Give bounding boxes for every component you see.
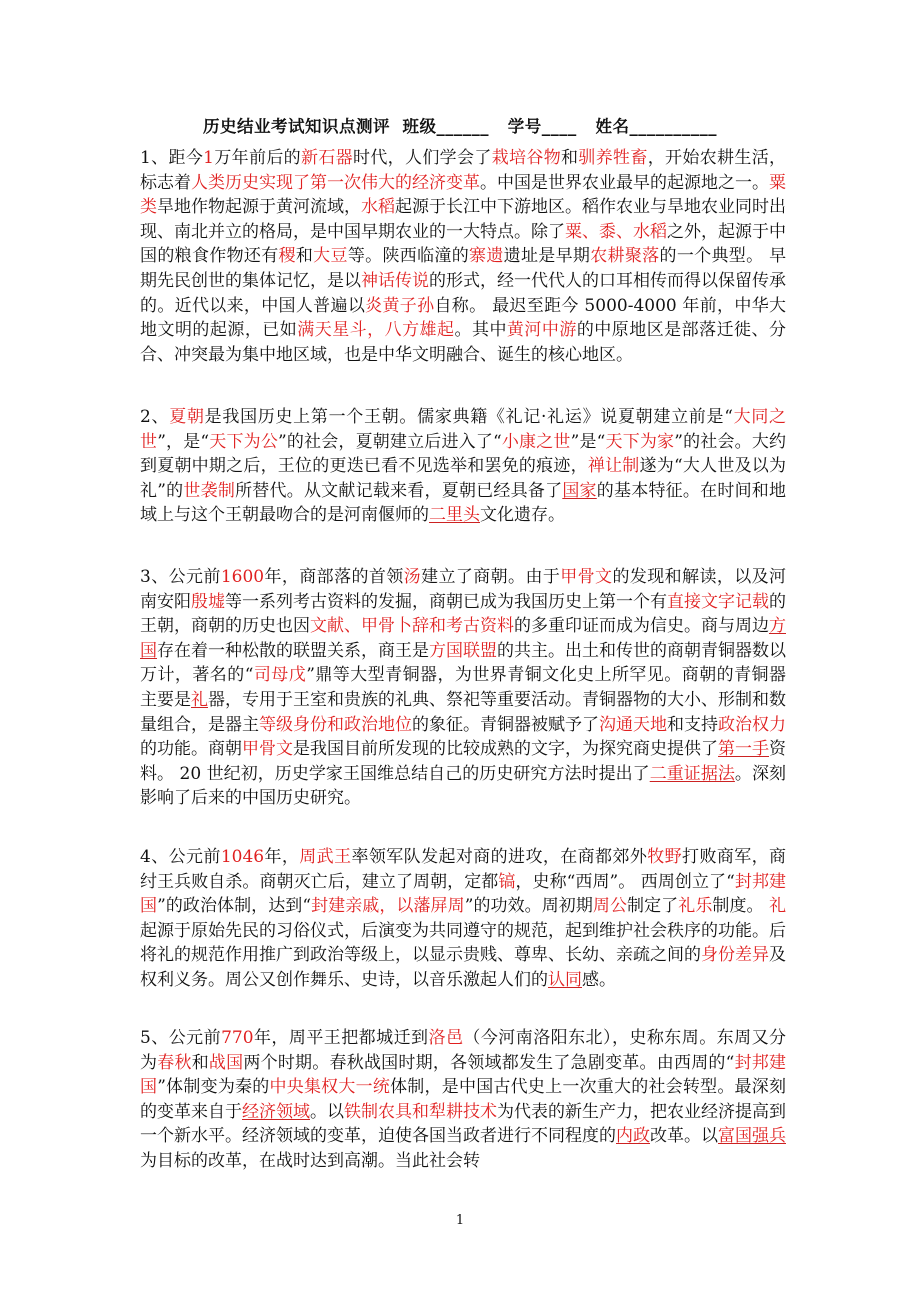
answer-text: 稷: [278, 246, 296, 267]
body-text: 起源于长江中下游地区。稻作农业与旱地农业同时出现、南北并立的格局，是中国早期农业的一大特点。除了: [140, 197, 786, 242]
body-text: 的王朝，商朝的历史也因: [140, 591, 786, 637]
answer-text: 大豆: [313, 246, 348, 267]
body-text: 建立了商朝。由于: [421, 567, 561, 587]
body-text: 1、距今: [140, 148, 204, 168]
body-text: 起源于原始先民的习俗仪式，后演变为共同遵守的规范，起到维护社会秩序的功能。后将礼的规范作用推广到政治等级上，以显示贵贱、尊卑、长幼、亲疏之间的: [140, 920, 786, 966]
answer-text: 粟类: [140, 172, 786, 218]
answer-text: 周公: [592, 896, 628, 917]
answer-text: 禅让制: [587, 456, 640, 477]
body-text: 存在着一种松散的联盟关系，商王是: [157, 640, 429, 661]
body-text: 和: [295, 246, 314, 267]
answer-text-underlined: 内政: [616, 1126, 650, 1147]
answer-text: 直接文字记载: [667, 591, 769, 612]
answer-text: 身份差异: [701, 945, 769, 966]
answer-text: 炎黄子孙: [365, 295, 435, 316]
answer-text: 中央集权大一统: [269, 1077, 391, 1098]
body-text: 改革。以: [650, 1126, 718, 1147]
answer-text: 770: [221, 1028, 254, 1048]
body-text: 的功能。商朝: [140, 739, 242, 760]
body-text: 体制，是中国古代史上一次重大的社会转型。最深刻的变革来自于: [140, 1077, 787, 1122]
answer-text: 1600: [220, 567, 265, 587]
body-text: 之外，起源于中国的粮食作物还有: [140, 221, 786, 267]
body-text: 为目标的改革，在战时达到高潮。当此社会转: [140, 1150, 480, 1171]
answer-text: 小康之世: [501, 431, 571, 452]
body-text: 万年前后的: [213, 148, 301, 168]
answer-text: 周武王: [299, 847, 352, 867]
answer-text-underlined: 二重证据法: [649, 763, 735, 784]
answer-text: 栽培谷物: [491, 148, 562, 168]
answer-text: 封邦建国: [140, 1052, 787, 1098]
body-text: 4、公元前: [140, 847, 221, 867]
body-text: 文化遗存。: [480, 505, 565, 526]
body-text: 的形式，经一代代人的口耳相传而得以保留传承的。近代以来，中国人普遍以: [140, 270, 786, 316]
answer-text: 黄河中游: [506, 320, 577, 341]
answer-text: 政治权力: [718, 714, 786, 735]
answer-text: 人类历史实现了第一次伟大的经济变革: [191, 172, 480, 193]
answer-text: 水稻: [361, 197, 395, 218]
answer-text: 农耕聚落: [590, 246, 660, 267]
body-text: 打败商军，商纣王兵败自杀。商朝灭亡后，建立了周朝，定都: [140, 847, 787, 892]
answer-text-underlined: 经济领域: [242, 1101, 310, 1122]
answer-text: 甲骨文: [560, 567, 613, 587]
body-text: 和: [561, 148, 579, 168]
answer-text: 天下为家: [605, 431, 675, 452]
body-text: 5、公元前: [140, 1028, 222, 1048]
body-text: ”的政治体制，达到“: [157, 896, 312, 917]
body-text: 是我国历史上第一个王朝。儒家典籍《礼记·礼运》说夏朝建立前是“: [204, 407, 733, 427]
answer-text: 封建亲戚，以藩屏周: [311, 896, 465, 917]
answer-text: 寨遗: [469, 246, 504, 267]
paragraph-2: [140, 405, 786, 528]
answer-text: 夏朝: [169, 407, 205, 427]
body-text: ”体制变为秦的: [157, 1077, 270, 1098]
answer-text-underlined: 国家: [562, 480, 597, 501]
body-text: 。其中: [454, 320, 507, 341]
body-text: 的多重印证而成为信史。商与周边: [514, 616, 769, 637]
answer-text-underlined: 礼: [191, 689, 208, 710]
body-text: 时代，人们学会了: [353, 148, 492, 168]
answer-text: 粟、黍、水稻: [565, 221, 667, 242]
body-text: 感。: [582, 969, 616, 990]
body-text: ，开始农耕生活，标志着: [140, 148, 787, 193]
body-text: ”的功效。周初期: [464, 896, 593, 917]
body-text: 及权利义务。周公又创作舞乐、史诗，以音乐激起人们的: [140, 945, 786, 990]
answer-text: 汤: [403, 567, 422, 587]
paragraph-4: [140, 845, 786, 993]
body-text: 。以: [310, 1101, 344, 1122]
body-text: （今河南洛阳东北），史称东周。东周又分为: [140, 1028, 787, 1073]
answer-text: 天下为公: [209, 431, 278, 452]
body-text: ”的社会。大约到夏朝中期之后，王位的更迭已看不见选举和罢免的痕迹，: [140, 431, 786, 477]
paragraph-3: [140, 565, 786, 811]
answer-text: 满天星斗，八方雄起: [297, 320, 455, 341]
page-number: 1: [455, 1213, 465, 1228]
answer-text: 铁制农具和犁耕技术: [344, 1101, 497, 1122]
body-text: 年，周平王把都城迁到: [253, 1028, 429, 1048]
answer-text: 大同之世: [140, 407, 787, 452]
answer-text: 1: [203, 148, 214, 168]
body-text: 两个时期。春秋战国时期，各领域都发生了急剧变革。由西周的“: [243, 1052, 735, 1073]
body-text: 2、: [140, 407, 170, 427]
answer-text: 神话传说: [361, 270, 429, 291]
body-text: 。中国是世界农业最早的起源地之一。: [480, 172, 769, 193]
answer-text: 牧野: [647, 847, 683, 867]
answer-text: 沟通天地: [599, 714, 667, 735]
body-text: 自称。 最迟至距今 5000-4000 年前，中华大地文明的起源，已如: [140, 295, 787, 341]
answer-text: 殷墟: [191, 591, 225, 612]
body-text: 遂为“大人世及以为礼”的: [140, 456, 787, 501]
answer-text-underlined: 第一手: [718, 739, 769, 760]
answer-text: 方国联盟: [429, 640, 497, 661]
body-text: 等一系列考古资料的发掘，商朝已成为我国历史上第一个有: [225, 591, 667, 612]
answer-text: 礼乐: [678, 896, 713, 917]
answer-text: 1046: [220, 847, 265, 867]
answer-text-underlined: 认同: [548, 969, 582, 990]
body-text: 的基本特征。在时间和地域上与这个王朝最吻合的是河南偃师的: [140, 480, 787, 526]
answer-text: 封邦建国: [140, 871, 787, 917]
body-text: 的共主。出土和传世的商朝青铜器数以万计，著名的“: [140, 640, 786, 686]
body-text: ，史称“西周”。 西周创立了“: [515, 871, 735, 892]
body-text: 资料。 20 世纪初，历史学家王国维总结自己的历史研究方法时提出了: [140, 739, 786, 784]
answer-text-underlined: 二里头: [429, 505, 480, 526]
page-title: 历史结业考试知识点测评 班级______ 学号____ 姓名__________: [203, 117, 717, 136]
body-text: 年，商部落的首领: [264, 567, 404, 587]
body-text: ”的社会，夏朝建立后进入了“: [278, 431, 502, 452]
body-text: 的象征。青铜器被赋予了: [412, 714, 599, 735]
body-text: 的中原地区是部落迁徙、分合、冲突最为集中地区域，也是中华文明融合、诞生的核心地区。: [140, 320, 787, 365]
answer-text: 甲骨文: [242, 739, 293, 760]
body-text: ”鼎等大型青铜器，为世界青铜文化史上所罕见。商朝的青铜器主要是: [140, 665, 786, 710]
answer-text: 驯养牲畜: [578, 148, 648, 168]
answer-text: 文献、甲骨卜辞和考古资料: [310, 616, 514, 637]
body-text: 制度。: [712, 896, 770, 917]
body-text: 所替代。从文献记载来看，夏朝已经具备了: [235, 480, 563, 501]
answer-text: 司母戊: [253, 665, 307, 686]
answer-text: 春秋: [157, 1052, 192, 1073]
answer-text: 等级身份和政治地位: [259, 714, 412, 735]
body-text: 3、公元前: [140, 567, 221, 587]
body-text: 年，: [264, 847, 300, 867]
body-text: 制定了: [627, 896, 679, 917]
answer-text-underlined: 方国: [140, 616, 786, 661]
answer-text: 镐: [498, 871, 516, 892]
body-text: 率领军队发起对商的进攻，在商都郊外: [351, 847, 648, 867]
body-text: 的发现和解读，以及河南安阳: [140, 567, 787, 612]
answer-text: 新石器: [301, 148, 354, 168]
body-text: ”是“: [570, 431, 606, 452]
body-text: 。深刻影响了后来的中国历史研究。: [140, 763, 787, 809]
body-text: 等。陕西临潼的: [347, 246, 470, 267]
body-text: 和: [191, 1052, 209, 1073]
answer-text: 礼: [769, 896, 787, 917]
body-text: 遗址是早期: [503, 246, 591, 267]
body-text: 旱地作物起源于黄河流域，: [157, 197, 361, 218]
answer-text: 洛邑: [428, 1028, 464, 1048]
body-text: 器，专用于王室和贵族的礼典、祭祀等重要活动。青铜器物的大小、形制和数量组合，是器主: [140, 689, 786, 735]
answer-text: 世袭制: [183, 480, 236, 501]
paragraph-5: [140, 1026, 786, 1174]
body-text: ”，是“: [157, 431, 210, 452]
answer-text: 战国: [208, 1052, 244, 1073]
paragraph-1: [140, 146, 786, 367]
body-text: 为代表的新生产力，把农业经济提高到一个新水平。经济领域的变革，迫使各国当政者进行不同程度的: [140, 1101, 786, 1147]
answer-text-underlined: 富国强兵: [718, 1126, 786, 1147]
body-text: 的一个典型。 早期先民创世的集体记忆，是以: [140, 246, 787, 291]
body-text: 是我国目前所发现的比较成熟的文字，为探究商史提供了: [293, 739, 718, 760]
body-text: 和支持: [667, 714, 718, 735]
